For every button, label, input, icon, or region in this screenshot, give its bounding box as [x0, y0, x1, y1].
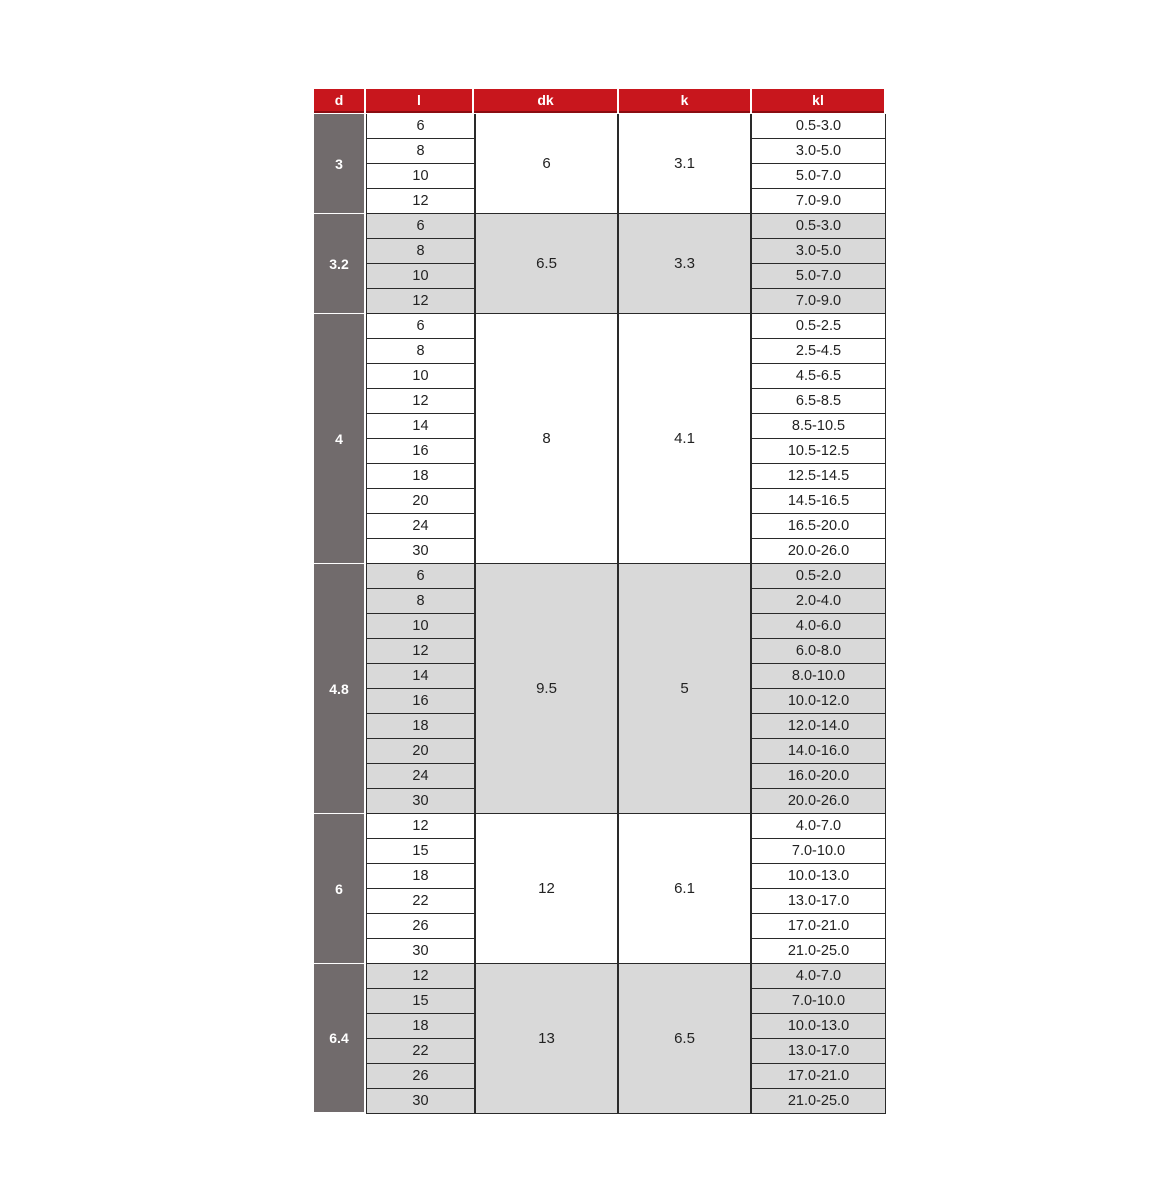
grip-range-cell: 10.0-12.0 — [752, 689, 886, 714]
length-cell: 22 — [366, 1039, 474, 1064]
grip-range-cell: 17.0-21.0 — [752, 1064, 886, 1089]
length-cell: 20 — [366, 489, 474, 514]
length-cell: 10 — [366, 364, 474, 389]
length-cell: 20 — [366, 739, 474, 764]
grip-range-cell: 14.0-16.0 — [752, 739, 886, 764]
length-cell: 8 — [366, 589, 474, 614]
diameter-cell: 3 — [314, 114, 364, 215]
length-cell: 24 — [366, 514, 474, 539]
grip-range-cell: 13.0-17.0 — [752, 1039, 886, 1064]
grip-range-cell: 10.0-13.0 — [752, 864, 886, 889]
grip-range-cell: 8.5-10.5 — [752, 414, 886, 439]
head-diameter-cell: 8 — [474, 314, 619, 564]
head-diameter-cell: 13 — [474, 964, 619, 1114]
grip-range-cell: 0.5-2.0 — [752, 564, 886, 589]
grip-range-cell: 4.0-7.0 — [752, 964, 886, 989]
grip-range-cell: 14.5-16.5 — [752, 489, 886, 514]
length-cell: 30 — [366, 939, 474, 964]
head-diameter-cell: 12 — [474, 814, 619, 964]
length-cell: 24 — [366, 764, 474, 789]
grip-range-cell: 10.0-13.0 — [752, 1014, 886, 1039]
length-cell: 12 — [366, 289, 474, 314]
head-height-cell: 3.1 — [619, 114, 752, 214]
diameter-cell: 4 — [314, 314, 364, 565]
length-cell: 8 — [366, 339, 474, 364]
length-cell: 18 — [366, 464, 474, 489]
grip-range-cell: 7.0-9.0 — [752, 289, 886, 314]
grip-range-cell: 5.0-7.0 — [752, 164, 886, 189]
length-cell: 30 — [366, 1089, 474, 1114]
diameter-cell: 4.8 — [314, 564, 364, 815]
grip-range-cell: 12.5-14.5 — [752, 464, 886, 489]
header-kl: kl — [752, 89, 884, 113]
grip-range-cell: 2.0-4.0 — [752, 589, 886, 614]
length-cell: 12 — [366, 639, 474, 664]
grip-range-cell: 8.0-10.0 — [752, 664, 886, 689]
length-cell: 15 — [366, 989, 474, 1014]
length-cell: 30 — [366, 789, 474, 814]
grip-range-cell: 12.0-14.0 — [752, 714, 886, 739]
length-cell: 10 — [366, 264, 474, 289]
head-height-cell: 6.5 — [619, 964, 752, 1114]
length-cell: 16 — [366, 439, 474, 464]
length-cell: 22 — [366, 889, 474, 914]
grip-range-cell: 4.5-6.5 — [752, 364, 886, 389]
head-height-cell: 4.1 — [619, 314, 752, 564]
length-cell: 6 — [366, 114, 474, 139]
grip-range-cell: 3.0-5.0 — [752, 239, 886, 264]
grip-range-cell: 21.0-25.0 — [752, 939, 886, 964]
grip-range-cell: 16.0-20.0 — [752, 764, 886, 789]
head-diameter-cell: 6 — [474, 114, 619, 214]
grip-range-cell: 6.0-8.0 — [752, 639, 886, 664]
grip-range-cell: 3.0-5.0 — [752, 139, 886, 164]
grip-range-cell: 21.0-25.0 — [752, 1089, 886, 1114]
dimension-table — [314, 89, 886, 1114]
length-cell: 8 — [366, 139, 474, 164]
diameter-cell: 6.4 — [314, 964, 364, 1114]
length-cell: 18 — [366, 1014, 474, 1039]
length-cell: 16 — [366, 689, 474, 714]
length-cell: 12 — [366, 814, 474, 839]
grip-range-cell: 5.0-7.0 — [752, 264, 886, 289]
length-cell: 30 — [366, 539, 474, 564]
length-cell: 26 — [366, 1064, 474, 1089]
head-height-cell: 5 — [619, 564, 752, 814]
length-cell: 6 — [366, 564, 474, 589]
head-diameter-cell: 9.5 — [474, 564, 619, 814]
grip-range-cell: 4.0-7.0 — [752, 814, 886, 839]
head-height-cell: 3.3 — [619, 214, 752, 314]
header-d: d — [314, 89, 364, 113]
length-cell: 6 — [366, 314, 474, 339]
grip-range-cell: 7.0-10.0 — [752, 839, 886, 864]
grip-range-cell: 13.0-17.0 — [752, 889, 886, 914]
grip-range-cell: 20.0-26.0 — [752, 789, 886, 814]
grip-range-cell: 4.0-6.0 — [752, 614, 886, 639]
length-cell: 12 — [366, 389, 474, 414]
length-cell: 6 — [366, 214, 474, 239]
length-cell: 26 — [366, 914, 474, 939]
grip-range-cell: 0.5-3.0 — [752, 214, 886, 239]
length-cell: 10 — [366, 614, 474, 639]
grip-range-cell: 0.5-3.0 — [752, 114, 886, 139]
length-cell: 14 — [366, 664, 474, 689]
head-diameter-cell: 6.5 — [474, 214, 619, 314]
length-cell: 10 — [366, 164, 474, 189]
length-cell: 8 — [366, 239, 474, 264]
grip-range-cell: 6.5-8.5 — [752, 389, 886, 414]
length-cell: 18 — [366, 714, 474, 739]
length-cell: 12 — [366, 964, 474, 989]
grip-range-cell: 7.0-10.0 — [752, 989, 886, 1014]
grip-range-cell: 16.5-20.0 — [752, 514, 886, 539]
grip-range-cell: 7.0-9.0 — [752, 189, 886, 214]
length-cell: 14 — [366, 414, 474, 439]
diameter-cell: 3.2 — [314, 214, 364, 315]
grip-range-cell: 2.5-4.5 — [752, 339, 886, 364]
diameter-cell: 6 — [314, 814, 364, 965]
grip-range-cell: 20.0-26.0 — [752, 539, 886, 564]
header-l: l — [366, 89, 472, 113]
length-cell: 15 — [366, 839, 474, 864]
length-cell: 12 — [366, 189, 474, 214]
grip-range-cell: 17.0-21.0 — [752, 914, 886, 939]
length-cell: 18 — [366, 864, 474, 889]
grip-range-cell: 10.5-12.5 — [752, 439, 886, 464]
header-dk: dk — [474, 89, 617, 113]
head-height-cell: 6.1 — [619, 814, 752, 964]
header-k: k — [619, 89, 750, 113]
grip-range-cell: 0.5-2.5 — [752, 314, 886, 339]
